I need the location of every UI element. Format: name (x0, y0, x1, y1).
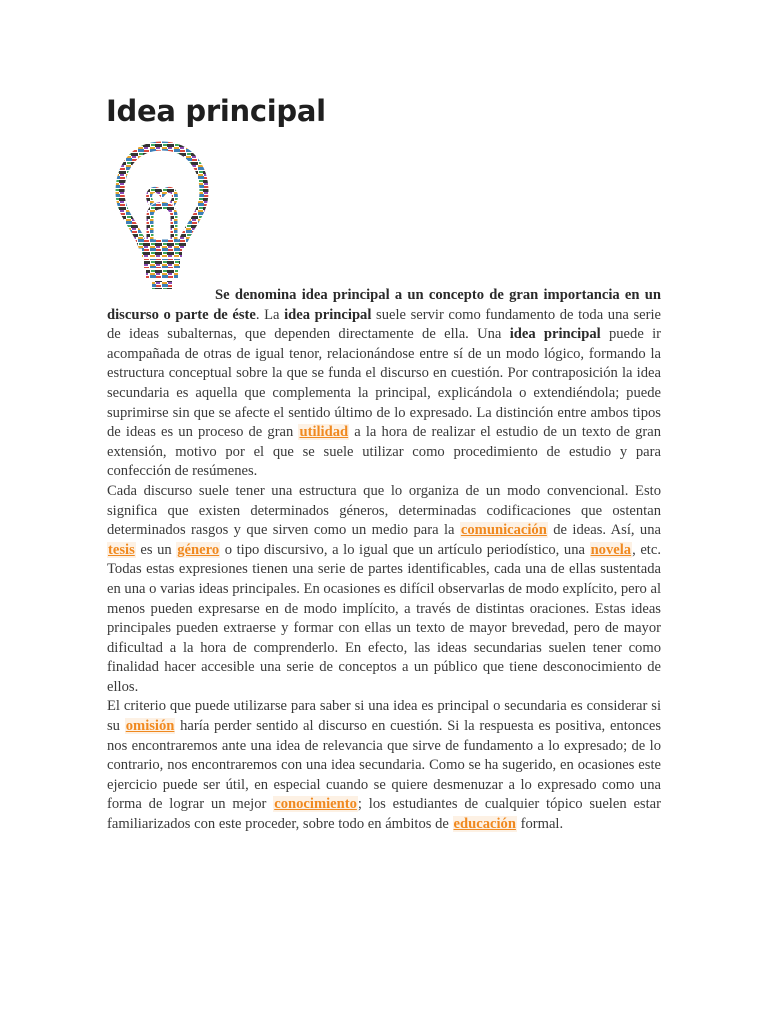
link-novela[interactable]: novela (590, 541, 632, 558)
text-run: es un (135, 541, 177, 558)
link-omision[interactable]: omisión (125, 718, 175, 735)
link-conocimiento[interactable]: conocimiento (274, 796, 357, 813)
link-educacion[interactable]: educación (453, 816, 516, 833)
text-run: a la hora de realizar el estudio de un texto de gran extensión, motivo por el que se suele utilizar como procedimiento de estudio y para confección de resúmenes. (107, 424, 662, 480)
text-run: o tipo discursivo, a lo igual que un artículo periodístico, una (220, 541, 590, 558)
paragraph-intro (107, 286, 661, 482)
link-comunicacion[interactable]: comunicación (460, 522, 547, 539)
page-title: Idea principal (106, 94, 326, 128)
text-run: de ideas. Así, una (547, 522, 661, 539)
link-genero[interactable]: género (177, 541, 220, 558)
bold-term: idea principal (509, 326, 601, 343)
paragraph-criteria (107, 697, 661, 834)
article-body (107, 286, 661, 835)
text-run: formal. (516, 816, 564, 833)
text-run: ; los estudiantes de cualquier tópico suelen estar familiarizados con este proceder, sobre todo en ámbitos de (107, 796, 661, 833)
text-run: Cada discurso suele tener una estructura que lo organiza de un modo convencional. Esto significa que existen determinados géneros, determinadas codificaciones que ostentan determinados rasgos y que sirven como un medio para la (107, 482, 661, 539)
bold-term: idea principal (284, 306, 372, 323)
text-run: . La (255, 306, 285, 323)
link-utilidad[interactable]: utilidad (299, 424, 349, 441)
text-run: puede ir acompañada de otras de igual tenor, relacionándose entre sí de un modo lógico, formando la estructura conceptual sobre la que se funda el discurso en cuestión. Por contraposición la idea secundaria es aquella que complementa la principal, explicándola o extendiéndola; puede suprimirse sin que se afecte el sentido último de lo expresado. La distinción entre ambos tipos de ideas es un proceso de gran (107, 326, 661, 441)
text-run: suele servir como fundamento de toda una serie de ideas subalternas, que dependen directamente de ella. Una (107, 306, 662, 343)
text-run: El criterio que puede utilizarse para saber si una idea es principal o secundaria es considerar si su (107, 698, 661, 735)
paragraph-structure (107, 482, 661, 698)
text-run: , etc. Todas estas expresiones tienen una serie de partes identificables, cada una de ellas sustentada en una o varias ideas principales. En ocasiones es difícil observarlas de modo explícito, pero al menos pueden expresarse en de modo implícito, a través de distintas oraciones. Estas ideas principales pueden extraerse y formar con ellas un texto de mayor brevedad, pero de mayor dificultad a la hora de comprenderlo. En efecto, las ideas secundarias suelen tener como finalidad hacer accesible una serie de conceptos a un público que tiene desconocimiento de ellos. (107, 541, 661, 695)
intro-definition: Se denomina idea principal a un concepto de gran importancia en un discurso o parte de éste (107, 287, 661, 323)
text-run: haría perder sentido al discurso en cuestión. Si la respuesta es positiva, entonces nos encontraremos ante una idea de relevancia que sirve de fundamento a lo expresado; de lo contrario, nos encontraremos con una idea secundaria. Como se ha sugerido, en ocasiones este ejercicio puede ser útil, en especial cuando se quiere desmenuzar a lo expresado como una forma de lograr un mejor (107, 718, 662, 813)
lightbulb-word-cloud-icon (114, 140, 210, 296)
link-tesis[interactable]: tesis (108, 541, 135, 558)
